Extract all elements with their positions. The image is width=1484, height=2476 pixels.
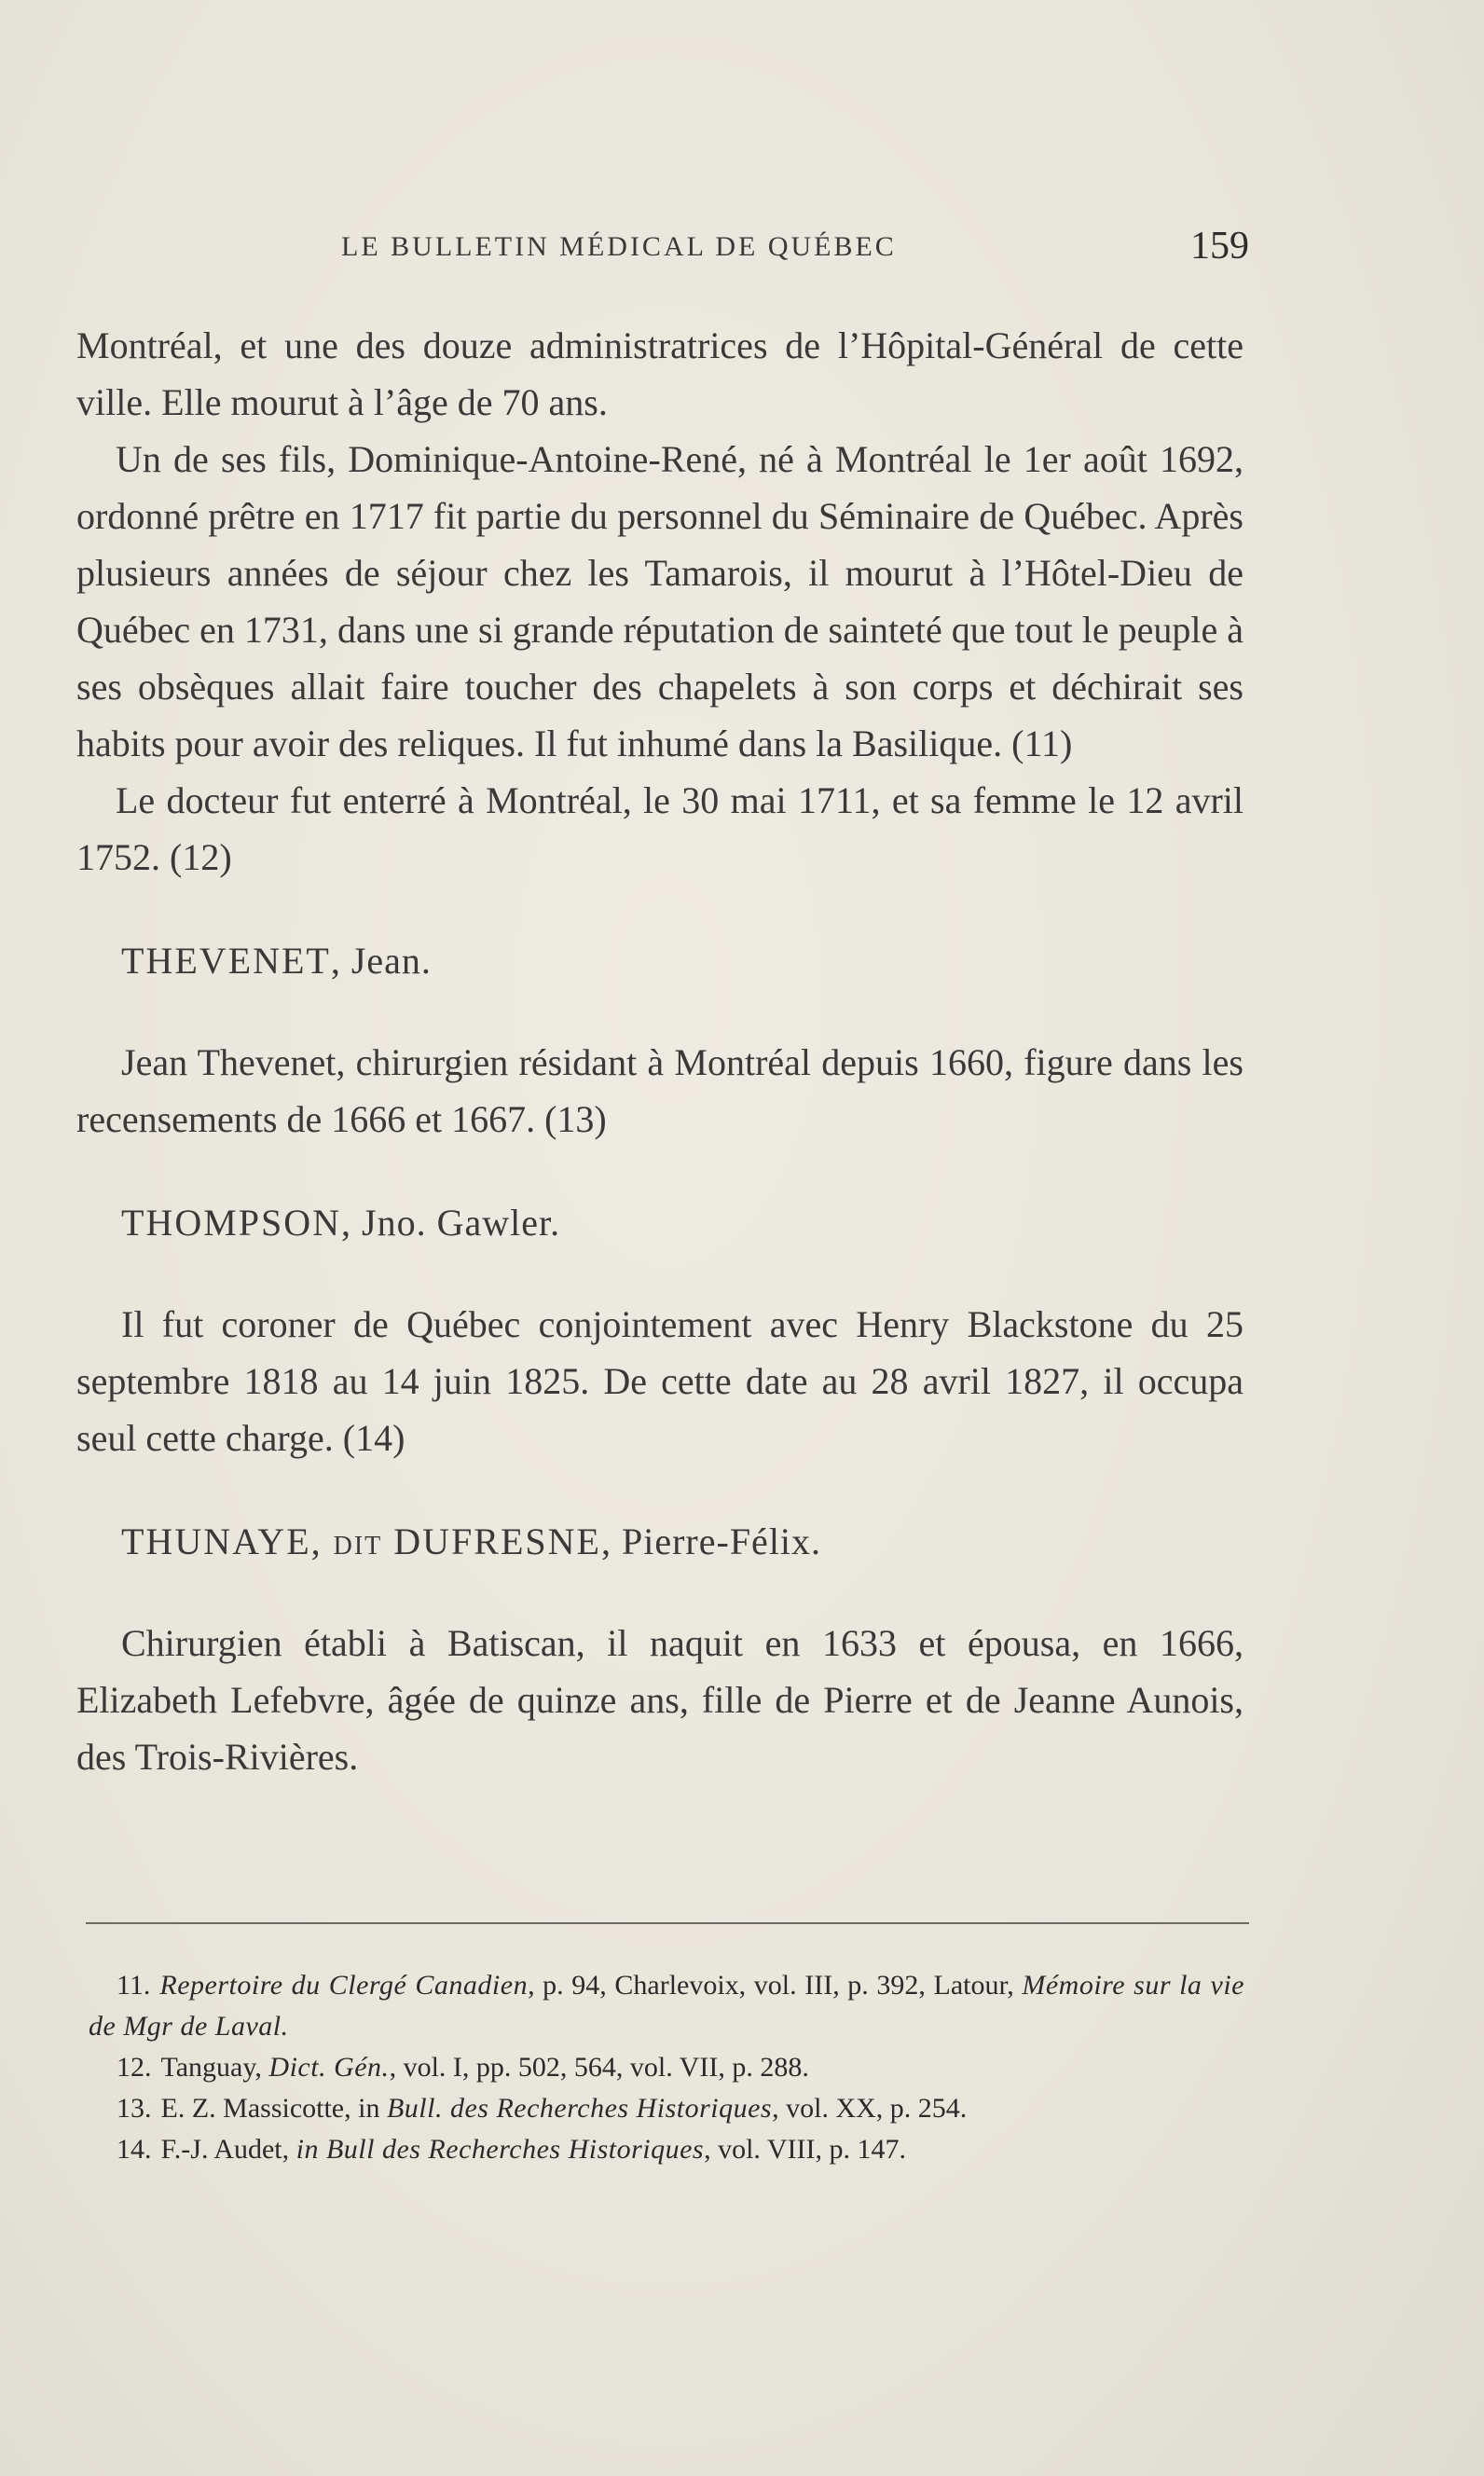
footnotes bbox=[89, 1965, 1244, 2170]
entry-heading-thompson bbox=[76, 1194, 1244, 1251]
footnote-text: , vol. XX, p. 254. bbox=[772, 2093, 968, 2124]
paragraph-son: Un de ses fils, Dominique-Antoine-René, né à Montréal le 1er août 1692, ordonné prêtre en 1717 fit partie du personnel du Séminaire de Québec. Après plusieurs années de séjour chez les Tamarois, il mourut à l’Hôtel-Dieu de Québec en 1731, dans une si grande réputation de sainteté que tout le peuple à ses obsèques allait faire toucher des chapelets à son corps et déchirait ses habits pour avoir des reliques. Il fut inhumé dans la Basilique. (11) bbox=[76, 438, 1244, 764]
entry-given-name: , Jno. Gawler. bbox=[341, 1202, 561, 1244]
paragraph-burial: Le docteur fut enterré à Montréal, le 30 mai 1711, et sa femme le 12 avril 1752. (12) bbox=[76, 779, 1244, 878]
footnote-number: 11. bbox=[117, 1970, 151, 2001]
entry-surname: THUNAYE, dit DUFRESNE bbox=[121, 1520, 601, 1562]
footnote-14 bbox=[89, 2129, 1244, 2170]
footnote-title: in Bull des Recherches Historiques bbox=[295, 2134, 705, 2165]
entry-heading-thunaye bbox=[76, 1513, 1244, 1570]
entry-surname: THEVENET bbox=[121, 940, 331, 982]
footnote-text: , p. 94, Charlevoix, vol. III, p. 392, Latour, bbox=[528, 1970, 1023, 2001]
footnote-text: Tanguay, bbox=[160, 2052, 269, 2083]
footnote-title: Bull. des Recherches Historiques bbox=[386, 2093, 773, 2124]
paragraph-continuation: Montréal, et une des douze administratrices de l’Hôpital-Général de cette ville. Elle mourut à l’âge de 70 ans. bbox=[76, 324, 1244, 423]
footnote-number: 14. bbox=[117, 2134, 152, 2165]
footnote-title: Mémoire sur la vie de Mgr de Laval. bbox=[89, 1970, 1244, 2042]
footnote-divider bbox=[86, 1922, 1249, 1924]
footnote-text: , vol. VIII, p. 147. bbox=[704, 2134, 907, 2165]
footnote-text: , vol. I, pp. 502, 564, vol. VII, p. 288. bbox=[389, 2052, 809, 2083]
footnote-title: Repertoire du Clergé Canadien bbox=[159, 1970, 529, 2001]
running-title: LE BULLETIN MÉDICAL DE QUÉBEC bbox=[341, 231, 897, 262]
footnote-number: 13. bbox=[117, 2093, 152, 2124]
footnote-12 bbox=[89, 2047, 1244, 2088]
main-text bbox=[76, 317, 1244, 1785]
entry-text-thevenet: Jean Thevenet, chirurgien résidant à Montréal depuis 1660, figure dans les recensements de 1666 et 1667. (13) bbox=[76, 1041, 1244, 1140]
footnote-11 bbox=[89, 1965, 1244, 2047]
footnote-13 bbox=[89, 2088, 1244, 2129]
entry-given-name: , Pierre-Félix. bbox=[600, 1520, 822, 1562]
entry-text-thunaye: Chirurgien établi à Batiscan, il naquit en 1633 et épousa, en 1666, Elizabeth Lefebvre, âgée de quinze ans, fille de Pierre et de Jeanne Aunois, des Trois-Rivières. bbox=[76, 1622, 1244, 1778]
entry-heading-thevenet bbox=[76, 932, 1244, 989]
entry-surname: THOMPSON bbox=[121, 1202, 342, 1244]
page-number: 159 bbox=[1190, 225, 1249, 268]
footnote-number: 12. bbox=[117, 2052, 152, 2083]
footnote-title: Dict. Gén. bbox=[268, 2052, 390, 2083]
entry-given-name: , Jean. bbox=[330, 940, 432, 982]
entry-text-thompson: Il fut coroner de Québec conjointement avec Henry Blackstone du 25 septembre 1818 au 14 juin 1825. De cette date au 28 avril 1827, il occupa seul cette charge. (14) bbox=[76, 1303, 1244, 1459]
page-header bbox=[75, 224, 1249, 280]
footnote-text: E. Z. Massicotte, in bbox=[160, 2093, 387, 2124]
footnote-text: F.-J. Audet, bbox=[160, 2134, 296, 2165]
